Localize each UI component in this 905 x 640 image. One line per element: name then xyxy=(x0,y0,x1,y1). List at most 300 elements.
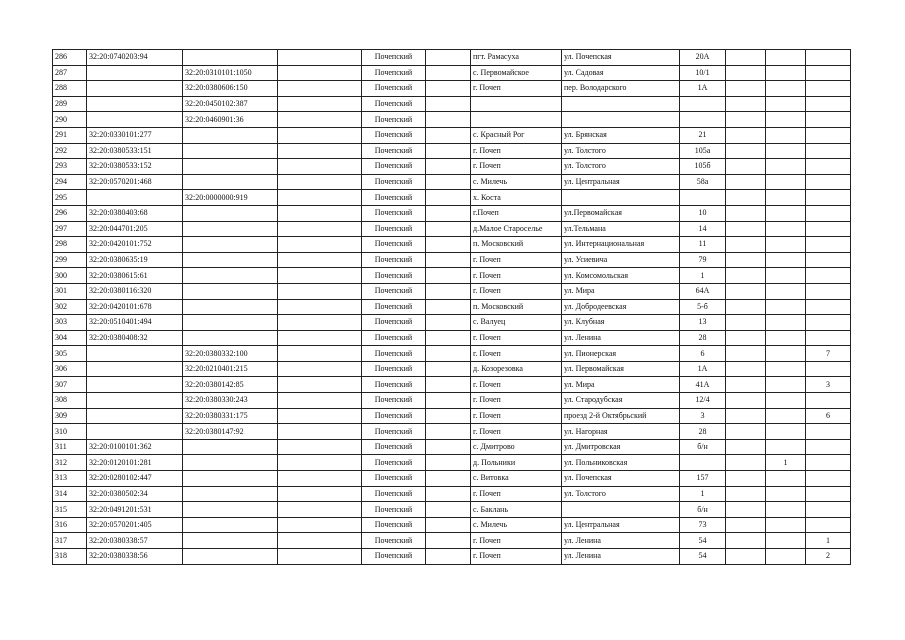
count-column-2-cell xyxy=(766,81,806,97)
district-cell: Почепский xyxy=(362,517,426,533)
table-row xyxy=(53,471,851,487)
count-column-1-cell xyxy=(726,112,766,128)
street-cell: ул.Первомайская xyxy=(562,205,680,221)
count-column-1-cell xyxy=(726,252,766,268)
count-column-2-cell xyxy=(766,424,806,440)
table-row xyxy=(53,205,851,221)
empty-column-cell xyxy=(278,455,362,471)
count-column-3-cell xyxy=(806,112,851,128)
row-number-cell: 289 xyxy=(53,96,87,112)
cadastral-number-building-cell xyxy=(183,299,278,315)
table-row xyxy=(53,190,851,206)
district-cell: Почепский xyxy=(362,127,426,143)
empty-column-2-cell xyxy=(426,377,471,393)
count-column-2-cell xyxy=(766,533,806,549)
street-cell: пер. Володарского xyxy=(562,81,680,97)
empty-column-cell xyxy=(278,393,362,409)
street-cell: ул. Толстого xyxy=(562,486,680,502)
count-column-2-cell xyxy=(766,502,806,518)
house-number-cell: б/н xyxy=(680,439,726,455)
count-column-3-cell xyxy=(806,190,851,206)
empty-column-2-cell xyxy=(426,549,471,565)
row-number-cell: 302 xyxy=(53,299,87,315)
row-number-cell: 307 xyxy=(53,377,87,393)
cadastral-number-building-cell: 32:20:0380330:243 xyxy=(183,393,278,409)
cadastral-number-building-cell xyxy=(183,502,278,518)
empty-column-2-cell xyxy=(426,283,471,299)
count-column-1-cell xyxy=(726,127,766,143)
street-cell: проезд 2-й Октябрьский xyxy=(562,408,680,424)
count-column-3-cell xyxy=(806,393,851,409)
settlement-cell: д. Польники xyxy=(471,455,562,471)
table-row xyxy=(53,439,851,455)
street-cell: ул.Тельмана xyxy=(562,221,680,237)
district-cell: Почепский xyxy=(362,96,426,112)
settlement-cell: с. Витовка xyxy=(471,471,562,487)
settlement-cell: г. Почеп xyxy=(471,143,562,159)
district-cell: Почепский xyxy=(362,533,426,549)
house-number-cell: 105а xyxy=(680,143,726,159)
table-row xyxy=(53,221,851,237)
cadastral-number-land-cell: 32:20:0491201:531 xyxy=(87,502,183,518)
street-cell: ул. Стародубская xyxy=(562,393,680,409)
row-number-cell: 305 xyxy=(53,346,87,362)
row-number-cell: 292 xyxy=(53,143,87,159)
district-cell: Почепский xyxy=(362,330,426,346)
street-cell: ул. Ленина xyxy=(562,330,680,346)
district-cell: Почепский xyxy=(362,315,426,331)
street-cell: ул. Комсомольская xyxy=(562,268,680,284)
count-column-3-cell: 2 xyxy=(806,549,851,565)
cadastral-number-land-cell: 32:20:0120101:281 xyxy=(87,455,183,471)
cadastral-number-land-cell: 32:20:0510401:494 xyxy=(87,315,183,331)
district-cell: Почепский xyxy=(362,299,426,315)
cadastral-number-building-cell xyxy=(183,455,278,471)
house-number-cell: 28 xyxy=(680,424,726,440)
district-cell: Почепский xyxy=(362,268,426,284)
count-column-2-cell xyxy=(766,65,806,81)
empty-column-cell xyxy=(278,299,362,315)
street-cell: ул. Пионерская xyxy=(562,346,680,362)
house-number-cell: 1А xyxy=(680,361,726,377)
row-number-cell: 300 xyxy=(53,268,87,284)
empty-column-cell xyxy=(278,268,362,284)
count-column-1-cell xyxy=(726,268,766,284)
cadastral-number-land-cell xyxy=(87,377,183,393)
cadastral-number-land-cell xyxy=(87,81,183,97)
empty-column-2-cell xyxy=(426,502,471,518)
empty-column-cell xyxy=(278,408,362,424)
cadastral-number-building-cell xyxy=(183,252,278,268)
count-column-3-cell xyxy=(806,299,851,315)
settlement-cell: п. Московский xyxy=(471,299,562,315)
settlement-cell: д.Малое Старосельe xyxy=(471,221,562,237)
cadastral-number-land-cell xyxy=(87,65,183,81)
empty-column-2-cell xyxy=(426,455,471,471)
row-number-cell: 311 xyxy=(53,439,87,455)
cadastral-number-land-cell: 32:20:0420101:752 xyxy=(87,237,183,253)
row-number-cell: 301 xyxy=(53,283,87,299)
row-number-cell: 296 xyxy=(53,205,87,221)
empty-column-cell xyxy=(278,361,362,377)
cadastral-number-land-cell xyxy=(87,96,183,112)
empty-column-cell xyxy=(278,377,362,393)
house-number-cell: б/н xyxy=(680,502,726,518)
house-number-cell: 20А xyxy=(680,50,726,66)
settlement-cell: г. Почеп xyxy=(471,252,562,268)
empty-column-2-cell xyxy=(426,50,471,66)
table-row xyxy=(53,283,851,299)
row-number-cell: 303 xyxy=(53,315,87,331)
table-row xyxy=(53,50,851,66)
district-cell: Почепский xyxy=(362,455,426,471)
cadastral-number-building-cell: 32:20:0380331:175 xyxy=(183,408,278,424)
house-number-cell: 41А xyxy=(680,377,726,393)
empty-column-2-cell xyxy=(426,315,471,331)
cadastral-number-land-cell: 32:20:0380408:32 xyxy=(87,330,183,346)
count-column-3-cell xyxy=(806,268,851,284)
empty-column-cell xyxy=(278,190,362,206)
row-number-cell: 312 xyxy=(53,455,87,471)
table-row xyxy=(53,517,851,533)
row-number-cell: 298 xyxy=(53,237,87,253)
empty-column-cell xyxy=(278,486,362,502)
count-column-3-cell xyxy=(806,96,851,112)
district-cell: Почепский xyxy=(362,408,426,424)
count-column-1-cell xyxy=(726,330,766,346)
house-number-cell: 157 xyxy=(680,471,726,487)
empty-column-cell xyxy=(278,81,362,97)
count-column-3-cell xyxy=(806,252,851,268)
settlement-cell: г. Почеп xyxy=(471,549,562,565)
count-column-1-cell xyxy=(726,315,766,331)
count-column-2-cell xyxy=(766,408,806,424)
count-column-2-cell xyxy=(766,205,806,221)
row-number-cell: 293 xyxy=(53,159,87,175)
count-column-2-cell xyxy=(766,346,806,362)
cadastral-number-building-cell xyxy=(183,143,278,159)
cadastral-number-building-cell: 32:20:0210401:215 xyxy=(183,361,278,377)
table-row xyxy=(53,330,851,346)
cadastral-number-building-cell xyxy=(183,517,278,533)
cadastral-number-building-cell xyxy=(183,268,278,284)
count-column-2-cell xyxy=(766,486,806,502)
table-row xyxy=(53,346,851,362)
row-number-cell: 294 xyxy=(53,174,87,190)
empty-column-cell xyxy=(278,174,362,190)
cadastral-number-land-cell: 32:20:0420101:678 xyxy=(87,299,183,315)
table-row xyxy=(53,65,851,81)
settlement-cell: г. Почеп xyxy=(471,424,562,440)
empty-column-cell xyxy=(278,439,362,455)
cadastral-number-land-cell: 32:20:0100101:362 xyxy=(87,439,183,455)
count-column-2-cell xyxy=(766,221,806,237)
cadastral-number-building-cell xyxy=(183,221,278,237)
empty-column-cell xyxy=(278,502,362,518)
empty-column-2-cell xyxy=(426,174,471,190)
house-number-cell: 73 xyxy=(680,517,726,533)
street-cell: ул. Центральная xyxy=(562,517,680,533)
district-cell: Почепский xyxy=(362,393,426,409)
street-cell: ул. Усиевича xyxy=(562,252,680,268)
settlement-cell: г. Почеп xyxy=(471,283,562,299)
district-cell: Почепский xyxy=(362,237,426,253)
row-number-cell: 310 xyxy=(53,424,87,440)
row-number-cell: 308 xyxy=(53,393,87,409)
empty-column-2-cell xyxy=(426,330,471,346)
empty-column-2-cell xyxy=(426,408,471,424)
count-column-3-cell xyxy=(806,65,851,81)
cadastral-number-building-cell: 32:20:0000000:919 xyxy=(183,190,278,206)
row-number-cell: 314 xyxy=(53,486,87,502)
settlement-cell: д. Козорезовка xyxy=(471,361,562,377)
count-column-1-cell xyxy=(726,50,766,66)
row-number-cell: 295 xyxy=(53,190,87,206)
district-cell: Почепский xyxy=(362,50,426,66)
table-row xyxy=(53,549,851,565)
settlement-cell: х. Коста xyxy=(471,190,562,206)
settlement-cell: г. Почеп xyxy=(471,159,562,175)
cadastral-number-building-cell: 32:20:0450102:387 xyxy=(183,96,278,112)
settlement-cell: с. Первомайское xyxy=(471,65,562,81)
cadastral-number-land-cell: 32:20:0280102:447 xyxy=(87,471,183,487)
count-column-2-cell xyxy=(766,393,806,409)
count-column-1-cell xyxy=(726,533,766,549)
register-table xyxy=(52,49,851,565)
cadastral-number-land-cell: 32:20:0380533:152 xyxy=(87,159,183,175)
count-column-1-cell xyxy=(726,221,766,237)
cadastral-number-building-cell xyxy=(183,315,278,331)
table-row xyxy=(53,455,851,471)
row-number-cell: 288 xyxy=(53,81,87,97)
count-column-3-cell xyxy=(806,361,851,377)
district-cell: Почепский xyxy=(362,112,426,128)
count-column-1-cell xyxy=(726,65,766,81)
count-column-1-cell xyxy=(726,143,766,159)
cadastral-number-building-cell: 32:20:0460901:36 xyxy=(183,112,278,128)
count-column-1-cell xyxy=(726,190,766,206)
count-column-1-cell xyxy=(726,455,766,471)
cadastral-number-building-cell xyxy=(183,127,278,143)
table-row xyxy=(53,377,851,393)
count-column-1-cell xyxy=(726,237,766,253)
count-column-3-cell xyxy=(806,439,851,455)
street-cell: ул. Мира xyxy=(562,283,680,299)
empty-column-cell xyxy=(278,549,362,565)
cadastral-number-building-cell xyxy=(183,174,278,190)
empty-column-2-cell xyxy=(426,96,471,112)
count-column-1-cell xyxy=(726,96,766,112)
count-column-2-cell xyxy=(766,377,806,393)
count-column-3-cell xyxy=(806,159,851,175)
settlement-cell: г.Почеп xyxy=(471,205,562,221)
count-column-1-cell xyxy=(726,174,766,190)
row-number-cell: 315 xyxy=(53,502,87,518)
count-column-3-cell xyxy=(806,81,851,97)
house-number-cell: 10/1 xyxy=(680,65,726,81)
street-cell: ул. Первомайская xyxy=(562,361,680,377)
house-number-cell: 3 xyxy=(680,408,726,424)
row-number-cell: 286 xyxy=(53,50,87,66)
district-cell: Почепский xyxy=(362,486,426,502)
house-number-cell xyxy=(680,96,726,112)
cadastral-number-building-cell xyxy=(183,486,278,502)
count-column-2-cell xyxy=(766,190,806,206)
district-cell: Почепский xyxy=(362,174,426,190)
empty-column-2-cell xyxy=(426,190,471,206)
settlement-cell: г. Почеп xyxy=(471,346,562,362)
district-cell: Почепский xyxy=(362,65,426,81)
empty-column-cell xyxy=(278,471,362,487)
row-number-cell: 309 xyxy=(53,408,87,424)
settlement-cell: с. Валуец xyxy=(471,315,562,331)
settlement-cell: г. Почеп xyxy=(471,533,562,549)
count-column-2-cell xyxy=(766,50,806,66)
cadastral-number-building-cell: 32:20:0380332:100 xyxy=(183,346,278,362)
cadastral-number-land-cell xyxy=(87,190,183,206)
settlement-cell: г. Почеп xyxy=(471,486,562,502)
count-column-1-cell xyxy=(726,377,766,393)
cadastral-number-building-cell xyxy=(183,471,278,487)
cadastral-number-building-cell xyxy=(183,159,278,175)
district-cell: Почепский xyxy=(362,283,426,299)
row-number-cell: 290 xyxy=(53,112,87,128)
count-column-3-cell xyxy=(806,455,851,471)
empty-column-cell xyxy=(278,221,362,237)
settlement-cell: г. Почеп xyxy=(471,377,562,393)
street-cell xyxy=(562,502,680,518)
count-column-2-cell xyxy=(766,299,806,315)
count-column-2-cell xyxy=(766,549,806,565)
street-cell: ул. Мира xyxy=(562,377,680,393)
row-number-cell: 291 xyxy=(53,127,87,143)
count-column-3-cell xyxy=(806,486,851,502)
empty-column-2-cell xyxy=(426,424,471,440)
row-number-cell: 287 xyxy=(53,65,87,81)
empty-column-2-cell xyxy=(426,205,471,221)
house-number-cell: 10 xyxy=(680,205,726,221)
table-row xyxy=(53,299,851,315)
table-row xyxy=(53,237,851,253)
house-number-cell: 54 xyxy=(680,533,726,549)
cadastral-number-land-cell xyxy=(87,361,183,377)
street-cell: ул. Брянская xyxy=(562,127,680,143)
table-row xyxy=(53,424,851,440)
cadastral-number-land-cell: 32:20:044701:205 xyxy=(87,221,183,237)
district-cell: Почепский xyxy=(362,346,426,362)
cadastral-number-land-cell: 32:20:0380635:19 xyxy=(87,252,183,268)
table-row xyxy=(53,315,851,331)
empty-column-cell xyxy=(278,283,362,299)
house-number-cell: 1 xyxy=(680,268,726,284)
cadastral-number-building-cell: 32:20:0380147:92 xyxy=(183,424,278,440)
row-number-cell: 304 xyxy=(53,330,87,346)
cadastral-number-building-cell xyxy=(183,237,278,253)
table-row xyxy=(53,533,851,549)
count-column-3-cell xyxy=(806,205,851,221)
empty-column-cell xyxy=(278,127,362,143)
street-cell xyxy=(562,96,680,112)
district-cell: Почепский xyxy=(362,502,426,518)
count-column-1-cell xyxy=(726,346,766,362)
district-cell: Почепский xyxy=(362,81,426,97)
empty-column-2-cell xyxy=(426,221,471,237)
count-column-1-cell xyxy=(726,439,766,455)
count-column-1-cell xyxy=(726,159,766,175)
street-cell: ул. Центральная xyxy=(562,174,680,190)
house-number-cell xyxy=(680,455,726,471)
cadastral-number-land-cell xyxy=(87,424,183,440)
table-row xyxy=(53,252,851,268)
count-column-3-cell xyxy=(806,502,851,518)
count-column-2-cell xyxy=(766,268,806,284)
count-column-3-cell xyxy=(806,517,851,533)
register-table-body xyxy=(53,50,851,565)
settlement-cell: с. Красный Рог xyxy=(471,127,562,143)
table-row xyxy=(53,159,851,175)
house-number-cell xyxy=(680,190,726,206)
street-cell xyxy=(562,190,680,206)
settlement-cell xyxy=(471,96,562,112)
count-column-3-cell: 1 xyxy=(806,533,851,549)
district-cell: Почепский xyxy=(362,159,426,175)
empty-column-2-cell xyxy=(426,393,471,409)
empty-column-2-cell xyxy=(426,65,471,81)
cadastral-number-building-cell xyxy=(183,330,278,346)
table-row xyxy=(53,408,851,424)
cadastral-number-land-cell: 32:20:0570201:468 xyxy=(87,174,183,190)
count-column-3-cell: 7 xyxy=(806,346,851,362)
count-column-2-cell xyxy=(766,517,806,533)
cadastral-number-land-cell: 32:20:0380338:57 xyxy=(87,533,183,549)
street-cell: ул. Толстого xyxy=(562,143,680,159)
empty-column-2-cell xyxy=(426,81,471,97)
count-column-1-cell xyxy=(726,81,766,97)
count-column-3-cell xyxy=(806,174,851,190)
table-row xyxy=(53,268,851,284)
empty-column-cell xyxy=(278,346,362,362)
house-number-cell: 21 xyxy=(680,127,726,143)
house-number-cell: 28 xyxy=(680,330,726,346)
empty-column-2-cell xyxy=(426,268,471,284)
house-number-cell: 1 xyxy=(680,486,726,502)
count-column-3-cell xyxy=(806,50,851,66)
district-cell: Почепский xyxy=(362,190,426,206)
street-cell: ул. Интернациональная xyxy=(562,237,680,253)
count-column-3-cell xyxy=(806,127,851,143)
cadastral-number-land-cell xyxy=(87,346,183,362)
empty-column-cell xyxy=(278,533,362,549)
empty-column-cell xyxy=(278,252,362,268)
empty-column-cell xyxy=(278,205,362,221)
row-number-cell: 299 xyxy=(53,252,87,268)
settlement-cell: г. Почеп xyxy=(471,330,562,346)
settlement-cell: г. Почеп xyxy=(471,408,562,424)
table-row xyxy=(53,361,851,377)
cadastral-number-land-cell xyxy=(87,112,183,128)
count-column-1-cell xyxy=(726,502,766,518)
count-column-1-cell xyxy=(726,424,766,440)
empty-column-2-cell xyxy=(426,299,471,315)
house-number-cell: 79 xyxy=(680,252,726,268)
empty-column-cell xyxy=(278,50,362,66)
count-column-3-cell xyxy=(806,330,851,346)
table-row xyxy=(53,112,851,128)
street-cell: ул. Польниковская xyxy=(562,455,680,471)
settlement-cell: с. Милечь xyxy=(471,174,562,190)
count-column-2-cell: 1 xyxy=(766,455,806,471)
count-column-1-cell xyxy=(726,408,766,424)
